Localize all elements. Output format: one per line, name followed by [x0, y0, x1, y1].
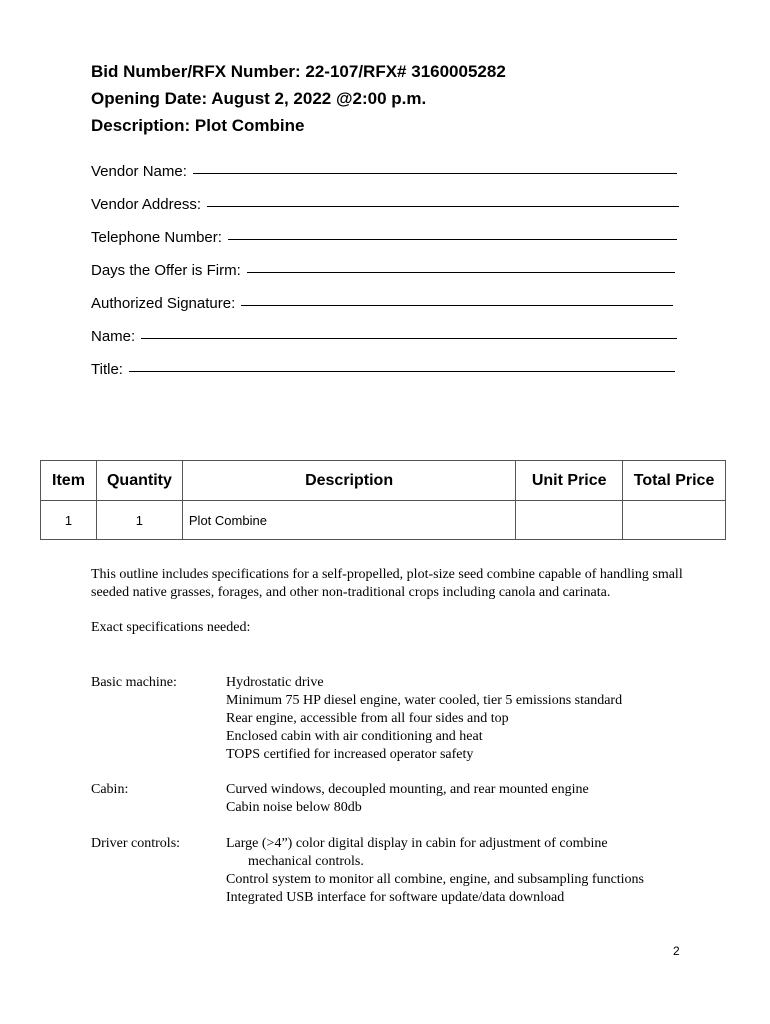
bid-table: [40, 460, 726, 540]
bid-description: Description: Plot Combine: [91, 116, 305, 135]
cell-item: 1: [41, 501, 97, 540]
spec-item: Cabin noise below 80db: [226, 800, 362, 815]
col-quantity: Quantity: [96, 461, 182, 501]
vendor-name-line[interactable]: [193, 159, 677, 174]
title-field[interactable]: [91, 358, 675, 391]
spec-item: Curved windows, decoupled mounting, and rear mounted engine: [226, 782, 589, 797]
telephone-line[interactable]: [228, 225, 677, 240]
intro-section: [91, 566, 691, 637]
cell-total-price[interactable]: [623, 501, 726, 540]
table-header-row: [41, 461, 726, 501]
days-firm-label: Days the Offer is Firm:: [91, 262, 241, 279]
vendor-name-field[interactable]: [91, 160, 677, 193]
cell-quantity: 1: [96, 501, 182, 540]
col-unit-price: Unit Price: [516, 461, 623, 501]
col-description: Description: [182, 461, 515, 501]
days-firm-line[interactable]: [247, 258, 675, 273]
spec-item: Rear engine, accessible from all four sides and top: [226, 711, 509, 726]
signature-label: Authorized Signature:: [91, 295, 236, 312]
page-number: 2: [673, 944, 680, 958]
spec-label: Basic machine:: [91, 675, 177, 690]
spec-label: Driver controls:: [91, 836, 181, 851]
signature-field[interactable]: [91, 292, 673, 325]
col-total-price: Total Price: [623, 461, 726, 501]
opening-date: Opening Date: August 2, 2022 @2:00 p.m.: [91, 89, 427, 108]
vendor-address-line[interactable]: [207, 192, 679, 207]
telephone-field[interactable]: [91, 226, 677, 259]
table-row: [41, 501, 726, 540]
vendor-address-label: Vendor Address:: [91, 196, 202, 213]
days-firm-field[interactable]: [91, 259, 675, 292]
spec-item: Integrated USB interface for software update/data download: [226, 890, 565, 905]
signature-line[interactable]: [241, 291, 673, 306]
title-line[interactable]: [129, 357, 675, 372]
spec-item: mechanical controls.: [248, 854, 364, 869]
telephone-label: Telephone Number:: [91, 229, 222, 246]
spec-item: Enclosed cabin with air conditioning and heat: [226, 729, 483, 744]
bid-number: Bid Number/RFX Number: 22-107/RFX# 3160005282: [91, 62, 506, 81]
name-field[interactable]: [91, 325, 677, 358]
vendor-address-field[interactable]: [91, 193, 679, 226]
spec-item: Hydrostatic drive: [226, 675, 324, 690]
spec-item: Control system to monitor all combine, engine, and subsampling functions: [226, 872, 645, 887]
spec-item: TOPS certified for increased operator safety: [226, 747, 474, 762]
cell-description: Plot Combine: [182, 501, 515, 540]
intro-paragraph: This outline includes specifications for a self-propelled, plot-size seed combine capable of handling small seeded native grasses, forages, and other non-traditional crops including canola and carinata.: [91, 567, 683, 600]
exact-specs-heading: Exact specifications needed:: [91, 620, 251, 635]
name-label: Name:: [91, 328, 136, 345]
spec-item: Minimum 75 HP diesel engine, water cooled, tier 5 emissions standard: [226, 693, 623, 708]
bid-header: [91, 58, 506, 139]
title-label: Title:: [91, 361, 123, 378]
spec-item: Large (>4”) color digital display in cabin for adjustment of combine: [226, 836, 608, 851]
vendor-fields: [91, 160, 681, 391]
cell-unit-price[interactable]: [516, 501, 623, 540]
name-line[interactable]: [141, 324, 677, 339]
spec-label: Cabin:: [91, 782, 129, 797]
col-item: Item: [41, 461, 97, 501]
vendor-name-label: Vendor Name:: [91, 163, 187, 180]
